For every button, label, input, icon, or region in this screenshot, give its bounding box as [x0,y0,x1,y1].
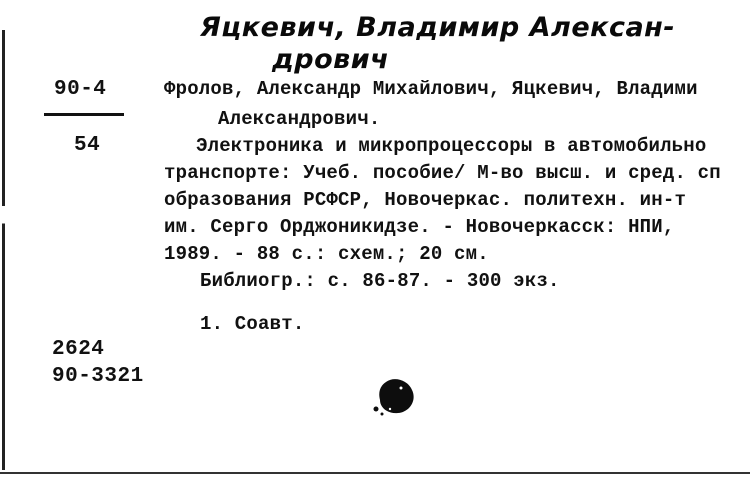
author-mark: 54 [74,134,101,157]
record-line-bibliography: Библиогр.: с. 86-87. - 300 экз. [200,270,560,292]
record-number: 90-3321 [52,365,144,388]
ink-blot [372,376,418,416]
card-left-edge [2,30,5,470]
classification-code: 90-4 [54,78,107,101]
record-line-imprint: 1989. - 88 с.: схем.; 20 см. [164,243,489,265]
accession-number: 2624 [52,338,105,361]
record-line-title-cont: транспорте: Учеб. пособие/ М-во высш. и сред. сп [164,162,721,184]
record-line-publisher: образования РСФСР, Новочеркас. политехн. ин-т [164,189,687,211]
record-line-publisher-cont: им. Серго Орджоникидзе. - Новочеркасск: НПИ, [164,216,675,238]
handwritten-heading-continuation: дрович [272,44,390,75]
record-line-tracing: 1. Соавт. [200,313,305,335]
record-line-title: Электроника и микропроцессоры в автомобильно [196,135,707,157]
classification-divider [44,113,124,116]
record-line-authors: Фролов, Александр Михайлович, Яцкевич, Владими [164,78,698,100]
handwritten-heading: Яцкевич, Владимир Алексан- [200,12,676,43]
record-line-authors-cont: Александрович. [218,108,381,130]
card-bottom-edge [0,472,750,474]
